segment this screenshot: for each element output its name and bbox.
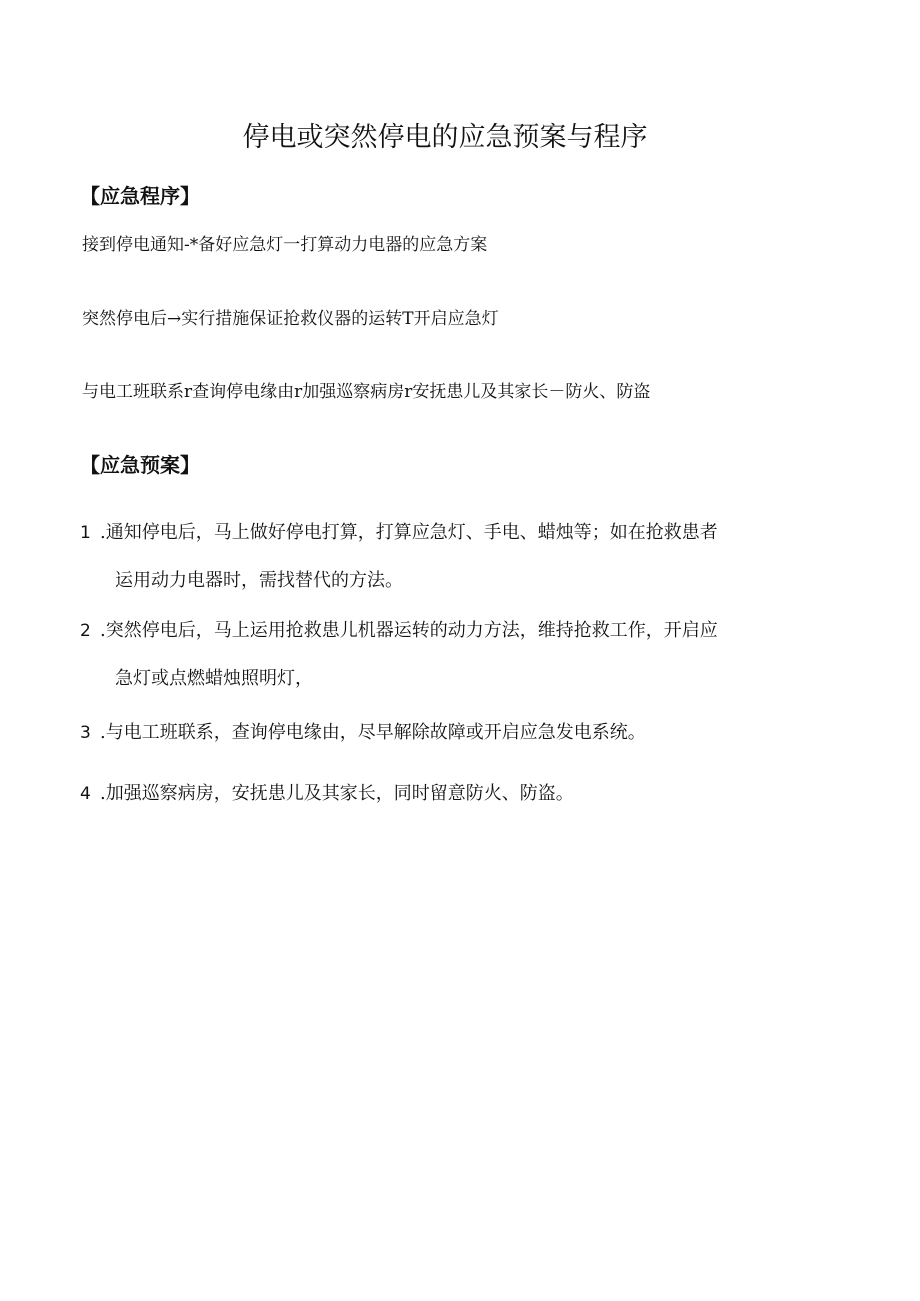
plan-item-4-text: .加强巡察病房，安抚患儿及其家长，同时留意防火、防盗。 xyxy=(100,783,574,804)
procedure-line-1: 接到停电通知-*备好应急灯一打算动力电器的应急方案 xyxy=(82,235,488,255)
procedure-heading: 【应急程序】 xyxy=(80,184,200,208)
document-title: 停电或突然停电的应急预案与程序 xyxy=(242,122,648,153)
plan-item-1-text: .通知停电后，马上做好停电打算，打算应急灯、手电、蜡烛等；如在抢救患者 xyxy=(100,522,718,543)
plan-heading: 【应急预案】 xyxy=(80,453,200,477)
plan-item-2 xyxy=(80,619,820,691)
plan-item-1 xyxy=(80,521,820,593)
plan-item-2-text: .突然停电后，马上运用抢救患儿机器运转的动力方法，维持抢救工作，开启应 xyxy=(100,620,718,641)
plan-item-4 xyxy=(80,782,820,806)
plan-item-2-line-1 xyxy=(80,619,820,643)
plan-item-3 xyxy=(80,721,820,745)
procedure-line-2: 突然停电后→实行措施保证抢救仪器的运转T开启应急灯 xyxy=(82,309,499,329)
plan-item-3-number: 3 xyxy=(80,723,91,743)
plan-item-2-number: 2 xyxy=(80,621,91,641)
plan-item-1-line-1 xyxy=(80,521,820,545)
plan-item-4-number: 4 xyxy=(80,784,91,804)
procedure-line-3: 与电工班联系r查询停电缘由r加强巡察病房r安抚患儿及其家长－防火、防盗 xyxy=(82,382,651,402)
plan-item-4-line-1 xyxy=(80,782,820,806)
plan-item-2-line-2: 急灯或点燃蜡烛照明灯， xyxy=(115,668,313,689)
plan-item-1-number: 1 xyxy=(80,523,91,543)
plan-item-3-line-1 xyxy=(80,721,820,745)
plan-item-1-line-2: 运用动力电器时，需找替代的方法。 xyxy=(115,570,403,591)
plan-item-3-text: .与电工班联系，查询停电缘由，尽早解除故障或开启应急发电系统。 xyxy=(100,722,646,743)
